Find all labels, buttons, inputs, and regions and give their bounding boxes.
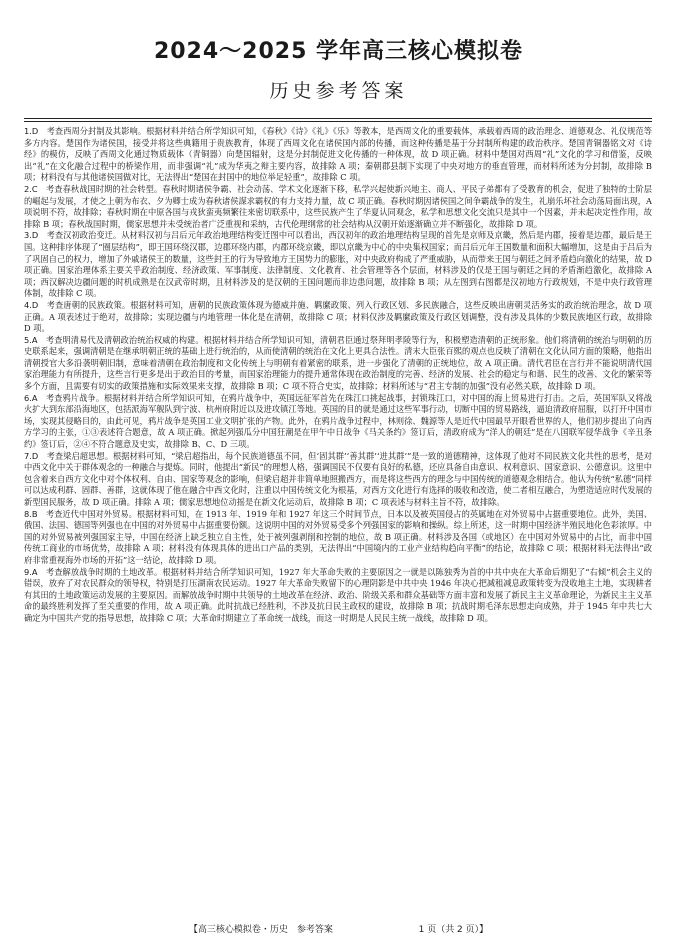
answer-explanation: 考查梁启超思想。根据材料可知，“梁启超指出，每个民族道德虽不同，但‘固其群’‘善其群’‘进其群’”是一致的道德精神，这体现了他对不同民族文化共性的思考，是对中西文化中关于群体观念的一种融合与提炼。同时，他提出“新民”的理想人格，强调国民不仅要有良好的私德，还应具备自由意识、权利意识、国家意识、公德意识。这里中包含着来自西方文化中对个体权利、自由、国家等观念的影响，但梁启超并非简单地照搬西方，而是将这些西方的理念与中国传统的道德观念相结合。他认为传统“私德”同样可以达成利群、固群、善群，这就体现了他在融合中西文化时，注重以中国传统文化为根基，对西方文化进行有选择的吸收和改造，使二者相互融合，为塑造适应时代发展的新型国民服务，故 D 项正确。排除 A 项；儒家思想地位动摇是在新文化运动后，故排除 B 项；C 项表述与材料主旨不符，故排除。 xyxy=(24,450,652,507)
answer-number: 8.B xyxy=(24,508,38,519)
answer-explanation: 考查鸦片战争。根据材料并结合所学知识可知，在鸦片战争中，英国远征军首先在珠江口挑起战事，封锁珠江口，对中国的海上贸易进行打击。之后，英国军队又将战火扩大到东部沿海地区，包括派海军舰队到宁波、杭州府附近以及进攻镇江等地。英国的目的就是通过这些军事行动，切断中国的贸易路线，逼迫清政府屈服，以打开中国市场，实现其侵略目的，由此可见，鸦片战争是英国工业文明扩张的产物。此外，在鸦片战争过程中，林则徐、魏源等人是近代中国最早开眼看世界的人，他们初步提出了向西方学习的主张，①③表述符合题意，故 A 项正确。掀起列强瓜分中国狂潮是在甲午中日战争《马关条约》签订后，清政府成为“洋人的朝廷”是在八国联军侵华战争《辛丑条约》签订后，②④不符合题意及史实，故排除 B、C、D 三项。 xyxy=(24,392,652,450)
answer-number: 4.D xyxy=(24,299,39,310)
page-subtitle: 历史参考答案 xyxy=(269,80,408,102)
footer-doc-label: 【高三核心模拟卷・历史 参考答案 xyxy=(188,925,333,935)
footer-page-number: 1 页（共 2 页）】 xyxy=(418,925,489,935)
page-footer xyxy=(0,922,677,935)
answer-item-2 xyxy=(24,184,652,230)
answer-explanation: 考查西周分封制及其影响。根据材料并结合所学知识可知，《春秋》《诗》《礼》《乐》等教本，是西周文化的重要载体，承载着西周的政治理念、道德观念、礼仪规范等多方内容。楚国作为诸侯国，接受并将这些典籍用于贵族教育，体现了西周文化在诸侯国内部的传播，而这种传播是基于分封制所构建的政治秩序。楚国青铜器铭文对《诗经》的模仿，反映了西周文化通过物质载体（青铜器）向楚国辐射，这是分封制促进文化传播的一种体现，故 D 项正确。材料中楚国对西周“礼”文化的学习和借鉴，反映出“礼”在文化融合过程中的桥梁作用，而非强调“礼”成为华夷之辩主要内容，故排除 A 项；秦朝郡县制下实现了中央对地方的垂直管理，而材料所述为分封制，故排除 B 项；材料没有与其他诸侯国做对比，无法得出“楚国在封国中的地位举足轻重”，故排除 C 项。 xyxy=(24,126,652,183)
answer-explanation: 考查解放战争时期的土地改革。根据材料并结合所学知识可知，1927 年大革命失败的主要原因之一就是以陈独秀为首的中共中央在大革命后期犯了“右倾”机会主义的错误，放弃了对农民群众的领导权，特别是打压湖南农民运动。1927 年大革命失败留下的心理阴影是中共中央 1946 年决心把减租减息政策转变为没收地主土地，实现耕者有其田的土地政策运动发展的主要原因。而解放战争时期中共领导的土地改革在经济、政治、阶级关系和群众基础等方面丰富和发展了新民主主义革命理论，为新民主主义革命的最终胜利发挥了至关重要的作用，故 A 项正确。此时抗战已经胜利，不涉及抗日民主政权的建设，故排除 B 项；抗战时期毛泽东思想走向成熟，并于 1945 年中共七大确定为中国共产党的指导思想，故排除 C 项；大革命时期建立了革命统一战线，而这一时期是人民民主统一战线，故排除 D 项。 xyxy=(24,566,652,623)
answer-item-3 xyxy=(24,230,652,300)
answer-item-9 xyxy=(24,567,652,625)
answer-number: 2.C xyxy=(24,183,38,194)
answer-item-1 xyxy=(24,126,652,184)
answer-number: 6.A xyxy=(24,392,38,403)
answer-list xyxy=(24,126,652,916)
answer-explanation: 考查近代中国对外贸易。根据材料可知，在 1913 年、1919 年和 1927 年这三个时间节点，日本以及被英国侵占的英属地在对外贸易中占据重要地位。此外，美国、俄国、法国、德国等列强也在中国的对外贸易中占据重要份额。这说明中国的对外贸易受多个列强国家的影响和操纵。综上所述，这一时期中国经济半殖民地化色彩浓厚。中国的对外贸易被列强国家主导，中国在经济上缺乏独立自主性，处于被列强剥削和控制的地位，故 B 项正确。材料涉及各国（或地区）在中国对外贸易中的占比，而非中国传统工商业的市场优势，故排除 A 项；材料没有体现具体的进出口产品的类别，无法得出“中国境内的工业产业结构趋向平衡”的结论，故排除 C 项；根据材料无法得出“政府非常重视海外市场的开拓”这一结论，故排除 D 项。 xyxy=(24,508,652,565)
answer-explanation: 考查春秋战国时期的社会转型。春秋时期诸侯争霸、社会动荡、学术文化逐渐下移，私学兴起使新兴地主、商人、平民子弟都有了受教育的机会，促进了独特的士阶层的崛起与发展，才使之上朝为布衣、夕为卿士成为春秋诸侯謀求霸权的有力支持力量，故 C 项正确。春秋时期因诸侯国之间争霸战争的发生，礼崩乐坏社会动荡局面出现，A 项说明不符，故排除；春秋时期在中原各国与戎狄蛮夷频繁往来密切联系中，这些民族产生了华夏认同观念，私学和思想文化交流只是其中一个因素，并未起决定性作用，故排除 B 项；春秋战国时期，儒家思想并未受统治者广泛重视和采纳，古代伦理纲常的社会结构从汉朝开始逐渐确立并不断强化，故排除 D 项。 xyxy=(24,183,652,229)
answer-explanation: 考查唐朝的民族政策。根据材料可知，唐朝的民族政策体现为德威并施、羁縻政策、列入行政区划、多民族融合，这些反映出唐朝灵活务实的政治统治理念，故 D 项正确。A 项表述过于绝对，故排除；实现边疆与内地管理一体化是在清朝，故排除 C 项；材料仅涉及羁縻政策及行政区划调整，没有涉及具体的少数民族地区行政，故排除 D 项。 xyxy=(24,299,652,334)
answer-explanation: 考查汉初政治变迁。从材料汉初与吕后元年政治地理结构变迁图中可以看出，西汉初年的政治地理结构呈现的首先是京师及京畿，然后是内郡，接着是边郡，最后是王国。这种排序体现了“圈层结构”，即王国环绕汉郡，边郡环绕内郡，内郡环绕京畿，即以京畿为中心的中央集权国家；而吕后元年王国数量和面积大幅增加，这是由于吕后为了巩固自己的权力，增加了外戚诸侯王的数量，这些封王的行为导致地方王国势力的膨胀，对中央政府构成了严重威胁，从而带来王国与朝廷之间矛盾趋向激化的结果，故 D 项正确。国家治理体系主要关乎政治制度、经济政策、军事制度、法律制度、文化教育、社会管理等各个层面，材料涉及的仅是王国与朝廷之间的矛盾渐趋激化，故排除 A 项；西汉解决边疆问题的时机成熟是在汉武帝时期，且材料涉及的是汉朝的王国问题而非边患问题，故排除 B 项；从左图到右图都是汉初地方行政规划，不是中央行政管理体制，故排除 C 项。 xyxy=(24,230,652,299)
answer-number: 5.A xyxy=(24,334,38,345)
answer-item-5 xyxy=(24,335,652,393)
answer-item-7 xyxy=(24,451,652,509)
page-title: 2024～2025 学年高三核心模拟卷 xyxy=(153,39,524,64)
answer-item-4 xyxy=(24,300,652,335)
answer-item-6 xyxy=(24,393,652,451)
answer-number: 9.A xyxy=(24,566,38,577)
answer-number: 7.D xyxy=(24,450,39,461)
header-divider-thin xyxy=(24,121,652,122)
answer-item-8 xyxy=(24,509,652,567)
answer-number: 3.D xyxy=(24,230,39,241)
header-divider xyxy=(24,118,652,119)
answer-explanation: 考查明清易代及清朝政治统治权威的构建。根据材料并结合所学知识可知，清朝君臣通过祭拜明孝陵等行为，积极塑造清朝的正统形象。他们将清朝的统治与明朝的历史联系起来，强调清朝是在继承明朝正统的基础上进行统治的，从而使清朝的统治在文化上更具合法性。清末大臣张百熙的观点也反映了清朝在文化认同方面的策略，他指出清朝授官大多沿袭明朝旧制，意味着清朝在政治制度和文化传统上与明朝有着紧密的联系，进一步强化了清朝的正统地位，故 A 项正确。清代君臣在言行并不能说明清代国家治理能力有所提升，这些言行更多是出于政治目的考量，而国家治理能力的提升通常体现在政治制度的完善、经济的发展、社会的稳定与和谐、民生的改善、文化的繁荣等多个方面，且需要有切实的政策措施和实际效果来支撑，故排除 B 项；C 项不符合史实，故排除；材料所述与“君主专制的加强”没有必然关联，故排除 D 项。 xyxy=(24,334,652,392)
answer-number: 1.D xyxy=(24,126,39,136)
